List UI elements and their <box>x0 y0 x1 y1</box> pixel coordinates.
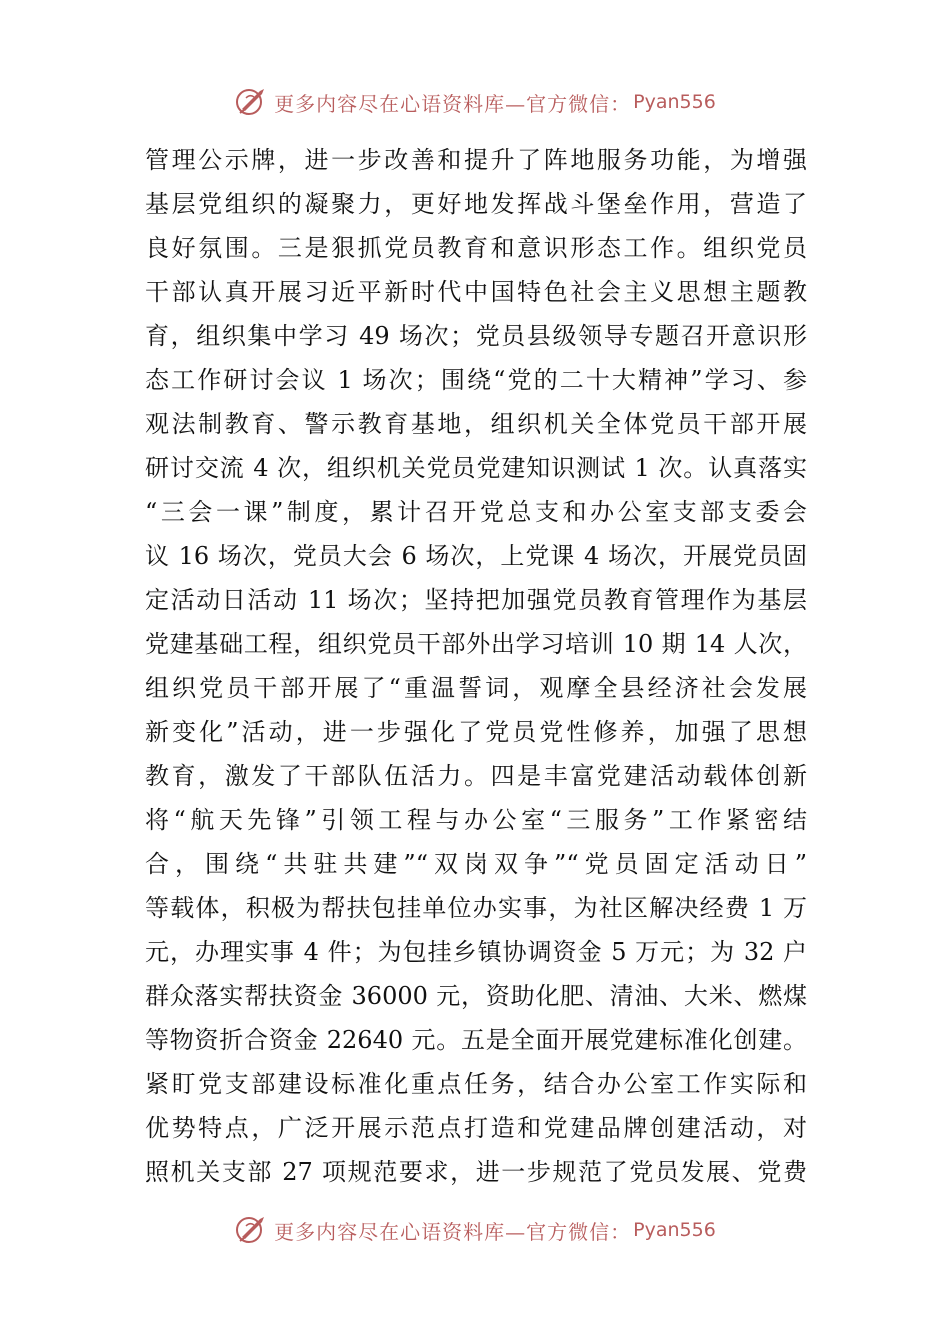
text-line: 定活动日活动 11 场次；坚持把加强党员教育管理作为基层 <box>145 586 807 614</box>
header-banner-text: 更多内容尽在心语资料库—官方微信： <box>274 91 632 116</box>
text-line: 研讨交流 4 次，组织机关党员党建知识测试 1 次。认真落实 <box>145 454 807 482</box>
text-line: 新变化”活动，进一步强化了党员党性修养，加强了思想 <box>145 718 807 746</box>
pen-quill-logo-icon <box>234 84 270 120</box>
text-line: 基层党组织的凝聚力，更好地发挥战斗堡垒作用，营造了 <box>145 190 807 218</box>
text-line: 干部认真开展习近平新时代中国特色社会主义思想主题教 <box>145 278 807 306</box>
text-line: 等物资折合资金 22640 元。五是全面开展党建标准化创建。 <box>145 1026 807 1054</box>
footer-wechat-id: Pyan556 <box>633 1219 716 1241</box>
text-line: 良好氛围。三是狠抓党员教育和意识形态工作。组织党员 <box>145 234 807 262</box>
text-line: 将“航天先锋”引领工程与办公室“三服务”工作紧密结 <box>145 806 807 834</box>
text-line: 等载体，积极为帮扶包挂单位办实事，为社区解决经费 1 万 <box>145 894 807 922</box>
text-line: 组织党员干部开展了“重温誓词，观摩全县经济社会发展 <box>145 674 807 702</box>
header-banner <box>0 80 950 124</box>
text-line: 党建基础工程，组织党员干部外出学习培训 10 期 14 人次， <box>145 630 807 658</box>
text-line: 议 16 场次，党员大会 6 场次，上党课 4 场次，开展党员固 <box>145 542 807 570</box>
document-body <box>145 138 807 1194</box>
text-line: 合，围绕“共驻共建”“双岗双争”“党员固定活动日” <box>145 850 807 878</box>
text-line: 群众落实帮扶资金 36000 元，资助化肥、清油、大米、燃煤 <box>145 982 807 1010</box>
footer-banner <box>0 1208 950 1252</box>
text-line: 照机关支部 27 项规范要求，进一步规范了党员发展、党费 <box>145 1158 807 1186</box>
text-line: 元，办理实事 4 件；为包挂乡镇协调资金 5 万元；为 32 户 <box>145 938 807 966</box>
text-line: 观法制教育、警示教育基地，组织机关全体党员干部开展 <box>145 410 807 438</box>
pen-quill-logo-icon <box>234 1212 270 1248</box>
text-line: 育，组织集中学习 49 场次；党员县级领导专题召开意识形 <box>145 322 807 350</box>
text-line: 紧盯党支部建设标准化重点任务，结合办公室工作实际和 <box>145 1070 807 1098</box>
text-line: 教育，激发了干部队伍活力。四是丰富党建活动载体创新 <box>145 762 807 790</box>
text-line: 优势特点，广泛开展示范点打造和党建品牌创建活动，对 <box>145 1114 807 1142</box>
text-line: 管理公示牌，进一步改善和提升了阵地服务功能，为增强 <box>145 146 807 174</box>
text-line: “三会一课”制度，累计召开党总支和办公室支部支委会 <box>145 498 807 526</box>
text-line: 态工作研讨会议 1 场次；围绕“党的二十大精神”学习、参 <box>145 366 807 394</box>
footer-banner-text: 更多内容尽在心语资料库—官方微信： <box>274 1219 632 1244</box>
header-wechat-id: Pyan556 <box>633 91 716 113</box>
